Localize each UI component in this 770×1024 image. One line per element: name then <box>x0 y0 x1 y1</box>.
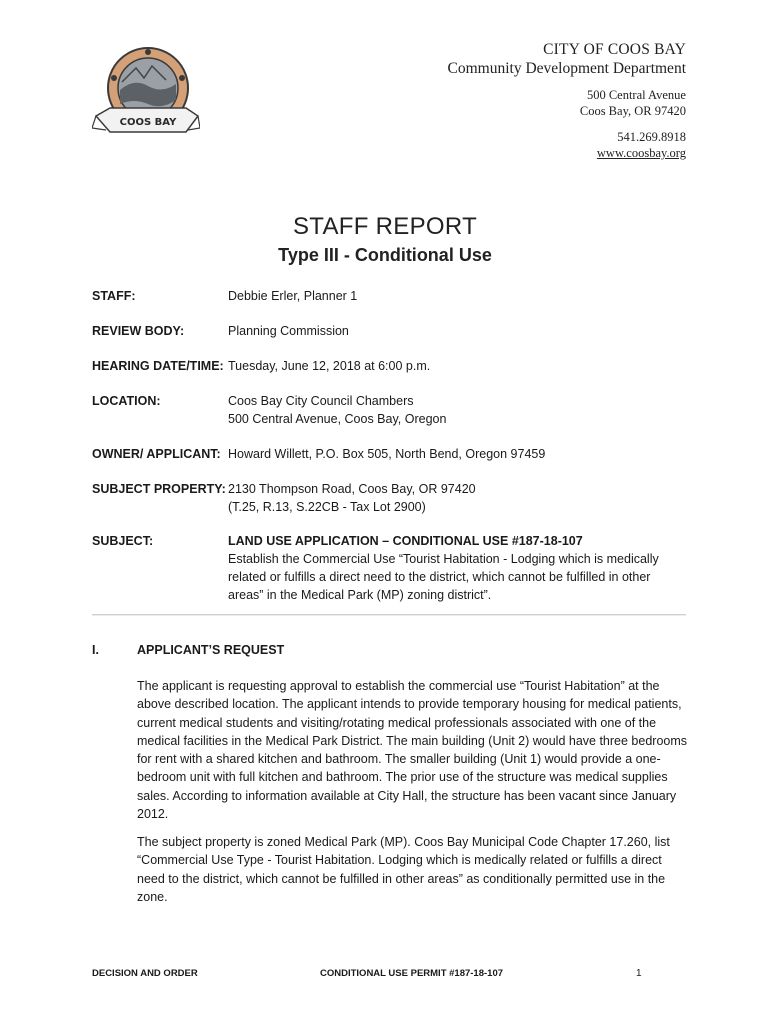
footer-decision-order: DECISION AND ORDER <box>92 968 198 979</box>
hearing-label: HEARING DATE/TIME: <box>92 359 224 373</box>
subject-heading: LAND USE APPLICATION – CONDITIONAL USE #187-18-107 <box>228 534 583 548</box>
location-label: LOCATION: <box>92 394 161 408</box>
subject-text: Establish the Commercial Use “Tourist Habitation - Lodging which is medically related or fulfills a direct need to the district, which cannot be fulfilled in other areas” in the Medical Park (MP) zoning district”. <box>228 552 659 602</box>
staff-value: Debbie Erler, Planner 1 <box>228 289 358 303</box>
location-line2: 500 Central Avenue, Coos Bay, Oregon <box>228 412 447 426</box>
department-letterhead <box>448 40 686 161</box>
department-name: Community Development Department <box>447 60 686 77</box>
subject-label: SUBJECT: <box>92 534 154 548</box>
section-title: APPLICANT’S REQUEST <box>137 643 285 657</box>
section-number: I. <box>92 643 99 657</box>
footer-permit-number: CONDITIONAL USE PERMIT #187-18-107 <box>320 968 504 979</box>
review-body-label: REVIEW BODY: <box>92 324 185 338</box>
location-line1: Coos Bay City Council Chambers <box>228 394 414 408</box>
city-seal-logo <box>92 38 200 150</box>
property-line1: 2130 Thompson Road, Coos Bay, OR 97420 <box>228 482 476 496</box>
review-body-value: Planning Commission <box>228 324 349 338</box>
property-label: SUBJECT PROPERTY: <box>92 482 226 496</box>
address-line1: 500 Central Avenue <box>586 88 686 102</box>
property-line2: (T.25, R.13, S.22CB - Tax Lot 2900) <box>228 500 426 514</box>
request-paragraph-1: The applicant is requesting approval to establish the commercial use “Tourist Habitation” at the above described location. The applicant intends to provide temporary housing for medical patients, current medical students and visiting/rotating medical professionals associated with one of the medical facilities in the Medical Park District. The main building (Unit 2) would have three bedrooms for rent with a shared kitchen and bathroom. The smaller building (Unit 1) would provide a one-bedroom unit with full kitchen and bathroom. The prior use of the structure was medical supplies sales. According to information available at City Hall, the structure has been vacant since January 2012. <box>137 679 688 822</box>
page-number: 1 <box>636 968 642 979</box>
website-link[interactable]: www.coosbay.org <box>596 146 686 160</box>
owner-label: OWNER/ APPLICANT: <box>92 447 221 461</box>
svg-text:COOS BAY: COOS BAY <box>119 117 177 128</box>
request-paragraph-2: The subject property is zoned Medical Park (MP). Coos Bay Municipal Code Chapter 17.260, list “Commercial Use Type - Tourist Habitation. Lodging which is medically related or fulfills a direct need to the district, which cannot be fulfilled in other areas” as conditionally permitted use in the zone. <box>137 835 670 904</box>
address-line2: Coos Bay, OR 97420 <box>579 104 686 118</box>
hearing-value: Tuesday, June 12, 2018 at 6:00 p.m. <box>228 359 431 373</box>
city-name: CITY OF COOS BAY <box>543 41 686 58</box>
report-title: STAFF REPORT <box>292 213 478 240</box>
phone-number: 541.269.8918 <box>617 130 686 144</box>
staff-label: STAFF: <box>92 289 136 303</box>
owner-value: Howard Willett, P.O. Box 505, North Bend, Oregon 97459 <box>228 447 546 461</box>
report-subtitle: Type III - Conditional Use <box>278 245 492 265</box>
section-divider <box>92 614 686 615</box>
